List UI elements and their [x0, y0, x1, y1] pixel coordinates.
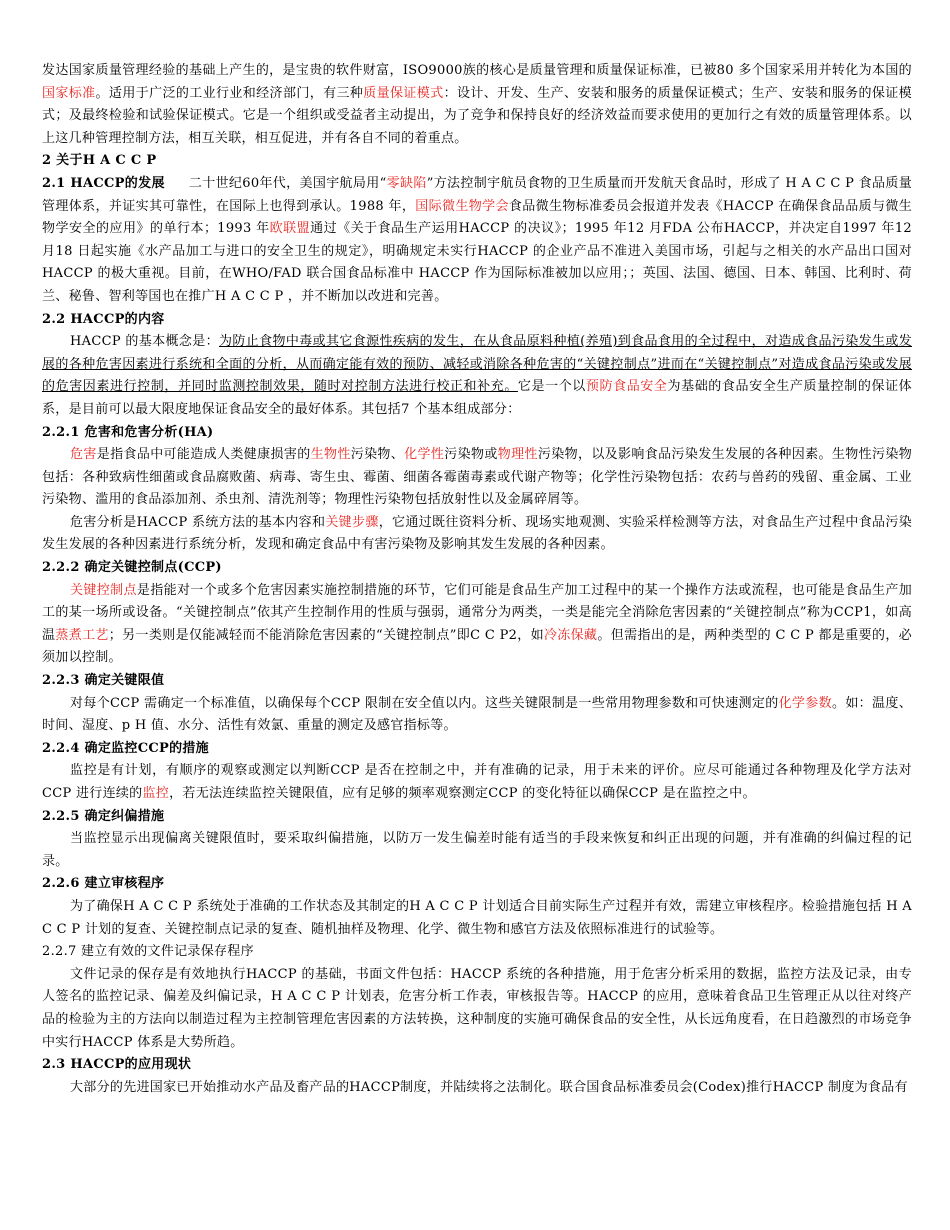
- paragraph: [42, 693, 912, 738]
- text-run: 危害分析是HACCP 系统方法的基本内容和: [70, 514, 326, 530]
- hyperlink-term[interactable]: 欧联盟: [269, 221, 311, 237]
- paragraph: [42, 896, 912, 941]
- hyperlink-term[interactable]: 零缺陷: [386, 175, 427, 191]
- text-run: 污染物，以及影响食品污染发生发展的各种因素。生物性污染物包括：各种致病性细菌或食品腐败菌、病毒、寄生虫、霉菌、细菌各霉菌毒素或代谢产物等；化学性污染物包括：农药与兽药的残留、重金属、工业污染物、滥用的食品添加剂、杀虫剂、清洗剂等；物理性污染物包括放射性以及金属碎屑等。: [42, 447, 913, 508]
- text-run: 污染物、: [350, 447, 405, 463]
- text-run: 2.2.3 确定关键限值: [42, 673, 165, 689]
- text-run: 它是一个以: [517, 379, 586, 395]
- text-run: 2.2.1 危害和危害分析(HA): [42, 424, 214, 440]
- section-heading: [42, 150, 912, 173]
- hyperlink-term[interactable]: 生物性: [310, 447, 351, 463]
- text-run: 文件记录的保存是有效地执行HACCP 的基础，书面文件包括：HACCP 系统的各种措施，用于危害分析采用的数据，监控方法及记录，由专人签名的监控记录、偏差及纠偏记录，H A C C P 计划表，危害分析工作表，审核报告等。HACCP 的应用，意味着食品卫生管理正从以往对终产品的检验为主的方法向以制造过程为主控制管理危害因素的方法转换，这种制度的实施可确保食品的安全性，从长远角度看，在日趋激烈的市场竞争中实行HACCP 体系是大势所趋。: [42, 966, 912, 1050]
- paragraph: [42, 760, 912, 805]
- paragraph: [42, 444, 912, 512]
- text-run: 当监控显示出现偏离关键限值时，要采取纠偏措施，以防万一发生偏差时能有适当的手段来恢复和纠正出现的问题，并有准确的纠偏过程的记录。: [42, 831, 912, 869]
- paragraph: [42, 512, 912, 557]
- hyperlink-term[interactable]: 关键控制点: [70, 582, 137, 598]
- text-run: 2.2.2 确定关键控制点(CCP): [42, 560, 222, 576]
- text-run: 发达国家质量管理经验的基础上产生的，是宝贵的软件财富，ISO9000族的核心是质量管理和质量保证标准，已被80 多个国家采用并转化为本国的: [42, 63, 912, 78]
- paragraph: [42, 828, 912, 873]
- section-heading: [42, 422, 912, 445]
- text-run: 是指食品中可能造成人类健康损害的: [96, 447, 311, 463]
- hyperlink-term[interactable]: 国际微生物学会: [415, 198, 509, 214]
- hyperlink-term[interactable]: 危害: [70, 447, 97, 463]
- text-run: ：设计、开发、生产、安装和服务的质量保证模式；生产、安装和服务的保证模式；及最终检验和试验保证模式。它是一个组织或受益者主动提出，为了竞争和保持良好的经济效益而要求使用的更加行之有效的质量管理体系。以上这几种管理控制方法，相互关联，相互促进，并有各自不同的着重点。: [42, 85, 912, 146]
- text-run: ”方法控制宇航员食物的卫生质量而开发航天食品时，形成了 H A C C P 食品质量管理体系，并证实其可靠性，在国际上也得到承认。1988 年，: [42, 175, 912, 214]
- text-run: 2.1 HACCP的发展: [42, 175, 165, 191]
- text-run: 。如：温度、时间、湿度、p H 值、水分、活性有效氯、重量的测定及感官指标等。: [42, 695, 912, 734]
- text-run: 二十世纪60年代，美国宇航局用“: [188, 175, 387, 191]
- section-heading: [42, 941, 912, 964]
- section-heading: [42, 873, 912, 896]
- text-run: 2.2 HACCP的内容: [42, 311, 165, 327]
- text-run: 通过《关于食品生产运用HACCP 的决议》；1995 年12 月FDA 公布HACCP，并决定自1997 年12月18 日起实施《水产品加工与进口的安全卫生的规定》，明确规定未实行HACCP 的企业产品不准进入美国市场，引起与之相关的水产品出口国对HACCP 的极大重视。目前，在WHO/FAD 联合国食品标准中 HACCP 作为国际标准被加以应用；；英国、法国、德国、日本、韩国、比利时、荷兰、秘鲁、智利等国也在推广H A C C P ，并不断加以改进和完善。: [42, 221, 912, 304]
- text-run: HACCP 的基本概念是：: [70, 334, 220, 350]
- paragraph: [42, 60, 912, 150]
- section-heading: [42, 806, 912, 829]
- section-heading: [42, 670, 912, 693]
- text-run: 为基础的食品安全生产质量控制的保证体系，是目前可以最大限度地保证食品安全的最好体系。其包括7 个基本组成部分：: [42, 379, 912, 417]
- text-run: 对每个CCP 需确定一个标准值，以确保每个CCP 限制在安全值以内。这些关键限制是一些常用物理参数和可快速测定的: [70, 695, 779, 711]
- section-heading: [42, 557, 912, 580]
- text-run: 。适用于广泛的工业行业和经济部门，有三种: [95, 85, 364, 101]
- hyperlink-term[interactable]: 物理性: [497, 447, 538, 463]
- hyperlink-term[interactable]: 冷冻保藏: [543, 627, 598, 643]
- text-run: ，它通过既往资料分析、现场实地观测、实验采样检测等方法，对食品生产过程中食品污染发生发展的各种因素进行系统分析，发现和确定食品中有害污染物及影响其发生发展的各种因素。: [42, 514, 912, 553]
- paragraph: [42, 580, 912, 670]
- text-run: 2.2.4 确定监控CCP的措施: [42, 740, 209, 756]
- hyperlink-term[interactable]: 预防食品安全: [585, 379, 668, 395]
- paragraph: [42, 1077, 912, 1100]
- underlined-text: 为防止食物中毒或其它食源性疾病的发生，在从食品原料种植(养殖)到食品食用的全过程中，对造成食品污染发生或发展的各种危害因素进行系统和全面的分析，从而确定能有效的预防、减轻或消除各种危害的“关键控制点”进而在“关键控制点”对造成食品污染或发展的危害因素进行控制，并同时监测控制效果，随时对控制方法进行校正和补充。: [42, 334, 912, 395]
- text-run: ；另一类则是仅能减轻而不能消除危害因素的“关键控制点”即C C P2，如: [108, 627, 544, 643]
- text-run: 2.3 HACCP的应用现状: [42, 1057, 192, 1073]
- section-heading: [42, 1054, 912, 1077]
- text-run: 。但需指出的是，两种类型的 C C P 都是重要的，必须加以控制。: [42, 627, 912, 666]
- text-run: 为了确保H A C C P 系统处于准确的工作状态及其制定的H A C C P 计划适合目前实际生产过程并有效，需建立审核程序。检验措施包括 H A C C P 计划的复查、关键控制点记录的复查、随机抽样及物理、化学、微生物和感官方法及依照标准进行的试验等。: [42, 898, 912, 937]
- hyperlink-term[interactable]: 监控: [142, 786, 170, 801]
- text-run: 污染物或: [444, 447, 498, 463]
- text-run: 监控是有计划，有顺序的观察或测定以判断CCP 是否在控制之中，并有准确的记录，用于未来的评价。应尽可能通过各种物理及化学方法对CCP 进行连续的: [42, 763, 912, 801]
- hyperlink-term[interactable]: 国家标准: [42, 85, 96, 101]
- text-run: 是指能对一个或多个危害因素实施控制措施的环节，它们可能是食品生产加工过程中的某一个操作方法或流程，也可能是食品生产加工的某一场所或设备。“关键控制点”依其产生控制作用的性质与强弱，通常分为两类，一类是能完全消除危害因素的“关键控制点”称为CCP1，如高温: [42, 582, 912, 643]
- text-run: 2.2.7 建立有效的文件记录保存程序: [42, 944, 254, 960]
- text-run: 食品微生物标准委员会报道并发表《HACCP 在确保食品品质与微生物学安全的应用》的单行本；1993 年: [42, 198, 912, 237]
- text-run: 2.2.5 确定纠偏措施: [42, 808, 165, 824]
- hyperlink-term[interactable]: 关键步骤: [325, 514, 379, 530]
- hyperlink-term[interactable]: 质量保证模式: [363, 85, 444, 101]
- hyperlink-term[interactable]: 化学参数: [778, 695, 832, 711]
- hyperlink-term[interactable]: 化学性: [404, 447, 445, 463]
- text-run: 2.2.6 建立审核程序: [42, 876, 165, 892]
- paragraph: [42, 331, 912, 421]
- section-heading: [42, 309, 912, 332]
- paragraph: [42, 173, 912, 309]
- paragraph: [42, 964, 912, 1054]
- text-run: ，若无法连续监控关键限值，应有足够的频率观察测定CCP 的变化特征以确保CCP 是在监控之中。: [169, 786, 756, 801]
- text-run: 大部分的先进国家已开始推动水产品及畜产品的HACCP制度，并陆续将之法制化。联合国食品标准委员会(Codex)推行HACCP 制度为食品有: [70, 1079, 908, 1095]
- section-heading: [42, 738, 912, 761]
- text-run: 2 关于H A C C P: [42, 153, 157, 169]
- hyperlink-term[interactable]: 蒸煮工艺: [55, 627, 109, 643]
